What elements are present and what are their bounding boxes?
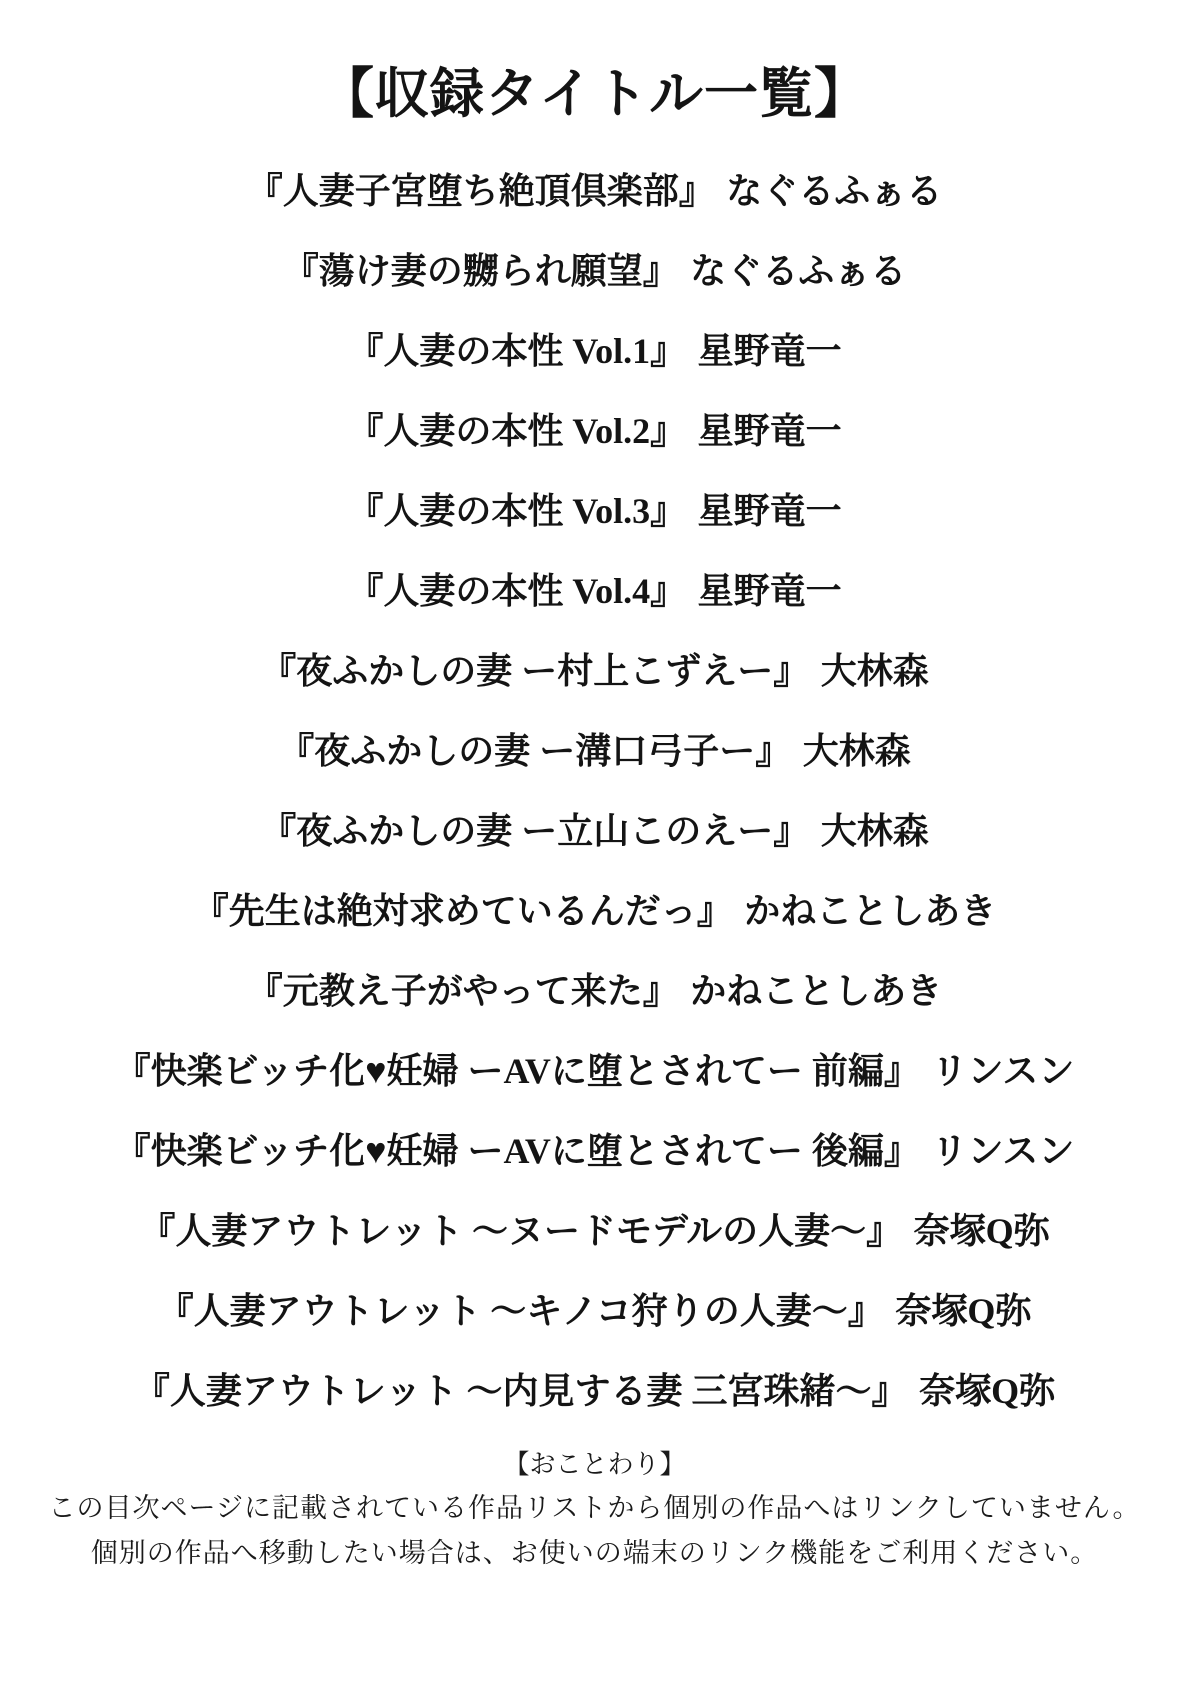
entry-title: 『人妻の本性 Vol.3』 <box>347 490 687 531</box>
entry-author: 大林森 <box>820 810 929 851</box>
entry-author: かねことしあき <box>690 970 943 1011</box>
entry-author: 星野竜一 <box>697 410 842 451</box>
notice-heading: 【おことわり】 <box>503 1449 686 1479</box>
toc-entry <box>0 1108 1189 1188</box>
entry-author: 星野竜一 <box>697 570 842 611</box>
entry-author: 奈塚Q弥 <box>919 1370 1056 1411</box>
toc-entry <box>0 948 1189 1028</box>
toc-entry <box>0 788 1189 868</box>
entry-author: リンスン <box>931 1130 1075 1171</box>
entry-author: 奈塚Q弥 <box>895 1290 1032 1331</box>
toc-entry <box>0 148 1189 228</box>
page-title: 【収録タイトル一覧】 <box>320 64 869 124</box>
entry-author: なぐるふぁる <box>690 250 907 291</box>
toc-entry <box>0 868 1189 948</box>
notice-line-2: 個別の作品へ移動したい場合は、お使いの端末のリンク機能をご利用ください。 <box>90 1538 1099 1568</box>
entry-title: 『快楽ビッチ化♥妊婦 ーAVに堕とされてー 後編』 <box>114 1130 920 1171</box>
entry-author: 星野竜一 <box>697 330 842 371</box>
toc-entry <box>0 308 1189 388</box>
toc-entry <box>0 388 1189 468</box>
entry-title: 『快楽ビッチ化♥妊婦 ーAVに堕とされてー 前編』 <box>114 1050 920 1091</box>
entry-author: リンスン <box>931 1050 1075 1091</box>
entry-title: 『人妻の本性 Vol.1』 <box>347 330 687 371</box>
toc-entry <box>0 628 1189 708</box>
entry-author: 大林森 <box>802 730 911 771</box>
toc-entry <box>0 548 1189 628</box>
notice-line-1: この目次ページに記載されている作品リストから個別の作品へはリンクしていません。 <box>48 1493 1141 1523</box>
entry-title: 『夜ふかしの妻 ー溝口弓子ー』 <box>278 730 792 771</box>
toc-entry <box>0 468 1189 548</box>
entry-author: 星野竜一 <box>697 490 842 531</box>
entry-title: 『人妻子宮堕ち絶頂倶楽部』 <box>246 170 715 211</box>
toc-entry <box>0 1268 1189 1348</box>
toc-list <box>0 148 1189 1428</box>
entry-title: 『人妻の本性 Vol.2』 <box>347 410 687 451</box>
entry-title: 『先生は絶対求めているんだっ』 <box>192 890 733 931</box>
toc-entry <box>0 1348 1189 1428</box>
entry-author: 奈塚Q弥 <box>913 1210 1050 1251</box>
toc-entry <box>0 1188 1189 1268</box>
entry-title: 『人妻アウトレット 〜キノコ狩りの人妻〜』 <box>157 1290 884 1331</box>
entry-title: 『夜ふかしの妻 ー立山このえー』 <box>260 810 810 851</box>
toc-entry <box>0 708 1189 788</box>
entry-title: 『人妻アウトレット 〜ヌードモデルの人妻〜』 <box>139 1210 903 1251</box>
notice-section <box>0 1442 1189 1576</box>
toc-entry <box>0 228 1189 308</box>
entry-title: 『人妻アウトレット 〜内見する妻 三宮珠緒〜』 <box>133 1370 908 1411</box>
entry-author: 大林森 <box>820 650 929 691</box>
entry-title: 『蕩け妻の嬲られ願望』 <box>282 250 679 291</box>
toc-entry <box>0 1028 1189 1108</box>
entry-author: なぐるふぁる <box>726 170 943 211</box>
entry-title: 『夜ふかしの妻 ー村上こずえー』 <box>260 650 810 691</box>
entry-author: かねことしあき <box>744 890 997 931</box>
entry-title: 『人妻の本性 Vol.4』 <box>347 570 687 611</box>
entry-title: 『元教え子がやって来た』 <box>246 970 679 1011</box>
